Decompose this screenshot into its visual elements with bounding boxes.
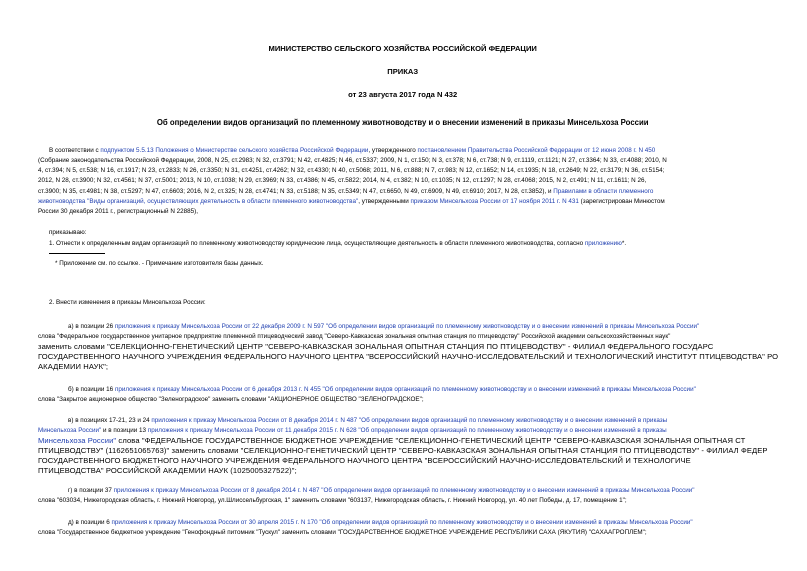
- ministry-heading: МИНИСТЕРСТВО СЕЛЬСКОГО ХОЗЯЙСТВА РОССИЙСКОЙ ФЕДЕРАЦИИ: [268, 44, 537, 53]
- item-v-line-5: ГОСУДАРСТВЕННОГО БЮДЖЕТНОГО НАУЧНОГО УЧРЕЖДЕНИЯ ФЕДЕРАЛЬНОГО НАУЧНОГО ЦЕНТРА "ВСЕРОССИЙСКИЙ НАУЧНО-ИССЛЕДОВАТЕЛЬСКИЙ И ТЕХНОЛОГИЧЕ: [38, 456, 691, 465]
- item-a-line-1: [68, 323, 699, 331]
- text-segment: *.: [621, 240, 627, 247]
- text-segment: б) в позиции 16: [68, 386, 115, 393]
- document-link[interactable]: Минсельхоза России": [38, 436, 117, 445]
- order-date-number: от 23 августа 2017 года N 432: [348, 90, 458, 99]
- text-segment: В соответствии с: [49, 147, 101, 154]
- document-link[interactable]: постановлением Правительства Российской Федерации от 12 июня 2008 г. N 450: [417, 147, 656, 154]
- item-b-line-1: [68, 386, 696, 394]
- document-link[interactable]: приказом Минсельхоза России от 17 ноября 2011 г. N 431: [410, 198, 579, 205]
- text-segment: , утвержденными: [358, 198, 411, 205]
- text-segment: (зарегистрирован Минюстом: [578, 198, 665, 205]
- item-1: [49, 240, 626, 248]
- footnote-divider: [49, 253, 105, 254]
- footnote: * Приложение см. по ссылке. - Примечание изготовителя базы данных.: [55, 260, 264, 267]
- text-segment: , утвержденного: [368, 147, 418, 154]
- order-title: Об определении видов организаций по племенному животноводству и о внесении изменений в приказы Минсельхоза России: [156, 118, 649, 127]
- intro-line-3: 4, ст.394; N 5, ст.538; N 16, ст.1917; N 23, ст.2833; N 26, ст.3350; N 31, ст.4251, ст.4262; N 32, ст.4330; N 40, ст.5068; 2011, N 6, ст.888; N 7, ст.983; N 12, ст.1652; N 14, ст.1935; N 18, ст.2649; N 22, ст.3179; N 36, ст.5154;: [38, 167, 665, 174]
- text-segment: слова "ФЕДЕРАЛЬНОЕ ГОСУДАРСТВЕННОЕ БЮДЖЕТНОЕ УЧРЕЖДЕНИЕ "СЕЛЕКЦИОННО-ГЕНЕТИЧЕСКИЙ ЦЕНТР "СЕВЕРО-КАВКАЗСКАЯ ЗОНАЛЬНАЯ ОПЫТНАЯ СТ: [116, 436, 746, 445]
- text-segment: и в позиции 13: [101, 427, 148, 434]
- document-link[interactable]: приложения к приказу Минсельхоза России от 6 декабря 2013 г. N 455 "Об определении видов организаций по племенному животноводству и о внесении изменений в приказы Минсельхоза России": [114, 386, 696, 393]
- text-segment: а) в позиции 26: [68, 323, 115, 330]
- item-v-line-1: [68, 417, 667, 425]
- text-segment: ст.3900; N 35, ст.4981; N 38, ст.5297; N 47, ст.6603; 2016, N 2, ст.325; N 28, ст.4741; N 33, ст.5188; N 35, ст.5349; N 47, ст.6650, N 49, ст.6909, N 49, ст.6910; 2017, N 28, ст.3852), и: [38, 188, 554, 195]
- document-link[interactable]: Минсельхоза России": [38, 427, 102, 434]
- item-v-line-3: [38, 437, 745, 445]
- order-word: приказываю:: [49, 229, 87, 236]
- document-link[interactable]: приложения к приказу Минсельхоза России от 8 декабря 2014 г. N 487 "Об определении видов организаций по племенному животноводству и о внесении изменений в приказы Минсельхоза России": [113, 487, 695, 494]
- item-2: 2. Внести изменения в приказы Минсельхоза России:: [49, 299, 206, 306]
- item-v-line-4: ПТИЦЕВОДСТВУ" (1162651065763)" заменить словами "СЕЛЕКЦИОННО-ГЕНЕТИЧЕСКИЙ ЦЕНТР "СЕВЕРО-КАВКАЗСКАЯ ЗОНАЛЬНАЯ ОПЫТНАЯ СТАНЦИЯ ПО ПТИЦЕВОДСТВУ" - ФИЛИАЛ ФЕДЕР: [38, 446, 768, 455]
- item-a-line-4: ГОСУДАРСТВЕННОГО НАУЧНОГО УЧРЕЖДЕНИЯ ФЕДЕРАЛЬНОГО НАУЧНОГО ЦЕНТРА "ВСЕРОССИЙСКИЙ НАУЧНО-ИССЛЕДОВАТЕЛЬСКИЙ И ТЕХНОЛОГИЧЕСКИЙ ИНСТИТУТ ПТИЦЕВОДСТВА" РО: [38, 352, 779, 361]
- item-v-line-2: [38, 427, 667, 435]
- intro-line-7: России 30 декабря 2011 г., регистрационный N 22885),: [38, 208, 198, 215]
- intro-line-2: (Собрание законодательства Российской Федерации, 2008, N 25, ст.2983; N 32, ст.3791; N 42, ст.4825; N 46, ст.5337; 2009, N 1, ст.150; N 3, ст.378; N 6, ст.738; N 9, ст.1119, ст.1121; N 27, ст.3364; N 33, ст.4088; 2010, N: [38, 157, 667, 164]
- document-link[interactable]: приложения к приказу Минсельхоза России от 8 декабря 2014 г. N 487 "Об определении видов организаций по племенному животноводству и о внесении изменений в приказы: [151, 417, 668, 424]
- document-link[interactable]: приложения к приказу Минсельхоза России от 30 апреля 2015 г. N 170 "Об определении видов организаций по племенному животноводству и о внесении изменений в приказы Минсельхоза России": [111, 519, 693, 526]
- document-link[interactable]: животноводства "Виды организаций, осуществляющих деятельность в области племенного животноводства": [38, 198, 359, 205]
- item-d-line-2: слова "Государственное бюджетное учреждение "Генофондный питомник "Тускул" заменить словами "ГОСУДАРСТВЕННОЕ БЮДЖЕТНОЕ УЧРЕЖДЕНИЕ РЕСПУБЛИКИ САХА (ЯКУТИЯ) "САХААГРОПЛЕМ";: [38, 529, 647, 536]
- document-link[interactable]: приложения к приказу Минсельхоза России от 11 декабря 2015 г. N 628 "Об определении видов организаций по племенному животноводству и о внесении изменений в приказы: [147, 427, 667, 434]
- intro-line-4: 2012, N 28, ст.3900; N 32, ст.4561; N 37, ст.5001; 2013, N 10, ст.1038; N 29, ст.3969; N 33, ст.4386; N 45, ст.5822; 2014, N 4, ст.382; N 10, ст.1035; N 12, ст.1297; N 28, ст.4068; 2015, N 2, ст.491; N 11, ст.1611; N 26,: [38, 177, 647, 184]
- item-a-line-3: заменить словами "СЕЛЕКЦИОННО-ГЕНЕТИЧЕСКИЙ ЦЕНТР "СЕВЕРО-КАВКАЗСКАЯ ЗОНАЛЬНАЯ ОПЫТНАЯ СТАНЦИЯ ПО ПТИЦЕВОДСТВУ" - ФИЛИАЛ ФЕДЕРАЛЬНОГО ГОСУДАРС: [38, 342, 714, 351]
- intro-line-1: [49, 147, 655, 155]
- doc-type-heading: ПРИКАЗ: [387, 67, 419, 76]
- text-segment: д) в позиции 6: [68, 519, 112, 526]
- document-link[interactable]: приложению: [584, 240, 622, 247]
- item-b-line-2: слова "Закрытое акционерное общество "Зеленоградское" заменить словами "АКЦИОНЕРНОЕ ОБЩЕСТВО "ЗЕЛЕНОГРАДСКОЕ";: [38, 396, 424, 403]
- document-link[interactable]: подпунктом 5.5.13 Положения о Министерстве сельского хозяйства Российской Федерации: [100, 147, 369, 154]
- intro-line-5: [38, 188, 653, 196]
- text-segment: г) в позиции 37: [68, 487, 114, 494]
- intro-line-6: [38, 198, 665, 206]
- item-d-line-1: [68, 519, 693, 527]
- item-v-line-6: ПТИЦЕВОДСТВА" РОССИЙСКОЙ АКАДЕМИИ НАУК (1025005327522)";: [38, 466, 297, 475]
- item-g-line-1: [68, 487, 695, 495]
- item-a-line-5: АКАДЕМИИ НАУК";: [38, 362, 109, 371]
- text-segment: 1. Отнести к определенным видам организаций по племенному животноводству юридические лица, осуществляющие деятельность в области племенного животноводства, согласно: [49, 240, 585, 247]
- document-link[interactable]: Правилами в области племенного: [553, 188, 654, 195]
- item-a-line-2: слова "Федеральное государственное унитарное предприятие племенной птицеводческий завод "Северо-Кавказская зональная опытная станция по птицеводству" Российской академии сельскохозяйственных наук": [38, 333, 671, 340]
- text-segment: в) в позициях 17-21, 23 и 24: [68, 417, 152, 424]
- document-link[interactable]: приложения к приказу Минсельхоза России от 22 декабря 2009 г. N 597 "Об определении видов организаций по племенному животноводству и о внесении изменений в приказы Минсельхоза России": [114, 323, 700, 330]
- item-g-line-2: слова "603034, Нижегородская область, г. Нижний Новгород, ул.Шлиссельбургская, 1" заменить словами "603137, Нижегородская область, г. Нижний Новгород, ул. 40 лет Победы, д. 17, помещение 1";: [38, 497, 627, 504]
